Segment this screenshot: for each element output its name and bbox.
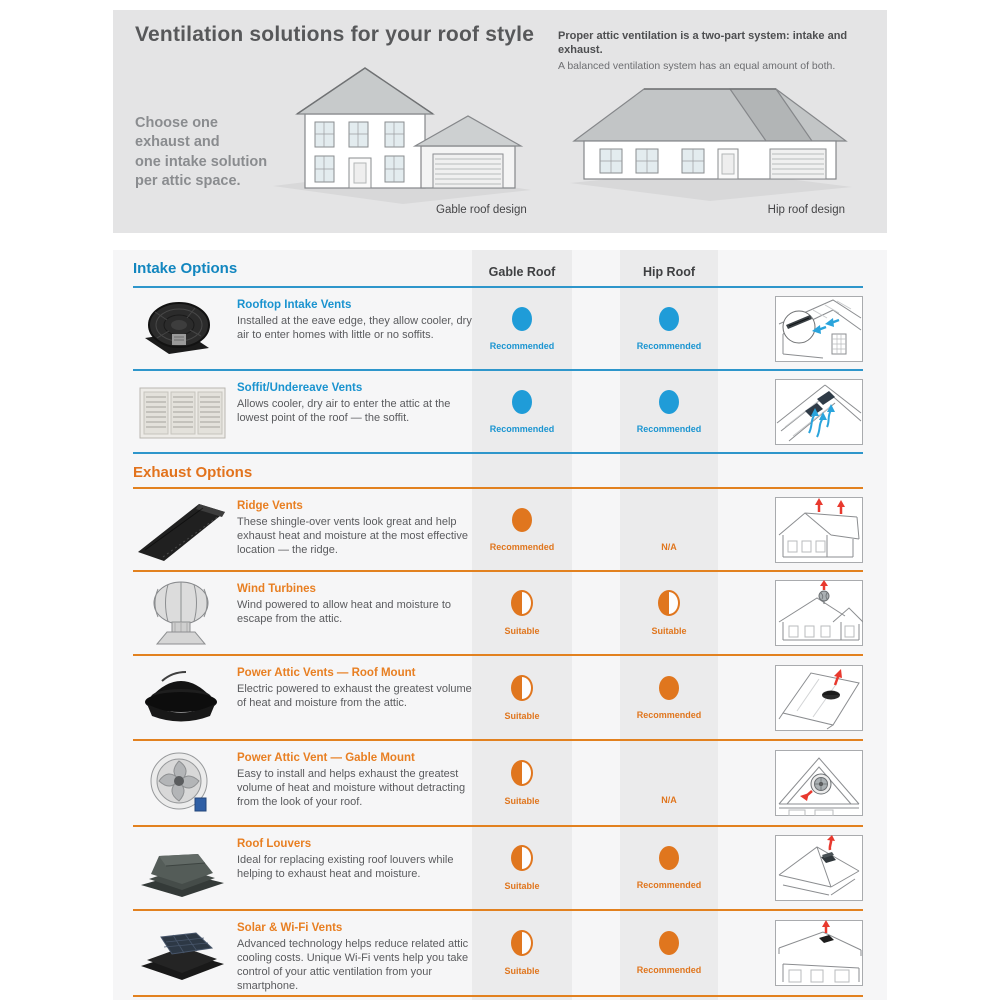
row-title: Wind Turbines	[237, 583, 316, 595]
illustration-turbine	[775, 580, 863, 646]
product-photo-soffit	[135, 377, 230, 447]
table-row-soffit	[133, 371, 863, 452]
status-dot-full-icon	[659, 390, 679, 414]
illustration-rooftop	[775, 296, 863, 362]
table-row-rooftop	[133, 288, 863, 369]
section-heading-exhaust: Exhaust Options	[133, 464, 253, 481]
row-description: Installed at the eave edge, they allow cooler, dry air to enter homes with little or no soffits.	[237, 315, 472, 342]
row-title: Ridge Vents	[237, 500, 303, 512]
status-cell-hip-ridge	[621, 508, 717, 552]
table-row-louvers	[133, 827, 863, 909]
table-content	[113, 250, 887, 1000]
status-dot-full-icon	[512, 307, 532, 331]
status-cell-hip-soffit	[621, 390, 717, 434]
product-photo-solar	[135, 918, 230, 988]
row-title: Power Attic Vent — Gable Mount	[237, 752, 415, 764]
row-text	[237, 583, 475, 626]
section-heading-intake: Intake Options	[133, 260, 238, 277]
status-dot-half-icon	[511, 760, 533, 786]
hero-note-sub: A balanced ventilation system has an equal amount of both.	[558, 59, 836, 72]
status-cell-gable-soffit	[474, 390, 570, 434]
status-label: Recommended	[489, 340, 555, 351]
status-cell-gable-ridge	[474, 508, 570, 552]
choose-line: per attic space.	[135, 173, 241, 190]
status-label: N/A	[661, 795, 677, 805]
column-header-gable-roof: Gable Roof	[488, 265, 556, 279]
status-cell-hip-louvers	[621, 846, 717, 890]
status-dot-full-icon	[659, 931, 679, 955]
row-description: These shingle-over vents look great and help exhaust heat and moisture at the most effective location — the ridge.	[237, 516, 468, 557]
choose-instruction	[135, 114, 267, 192]
status-dot-full-icon	[659, 846, 679, 870]
status-dot-full-icon	[659, 676, 679, 700]
status-label: Recommended	[636, 423, 702, 434]
illustration-solar	[775, 920, 863, 986]
row-description: Electric powered to exhaust the greatest volume of heat and moisture from the attic.	[237, 683, 472, 710]
row-text	[237, 500, 475, 557]
choose-line: exhaust and	[135, 134, 220, 151]
row-text	[237, 922, 475, 993]
illustration-power-gable	[775, 750, 863, 816]
row-description: Allows cooler, dry air to enter the attic at the lowest point of the roof — the soffit.	[237, 398, 451, 425]
table-row-turbine	[133, 572, 863, 654]
row-text	[237, 299, 475, 342]
product-photo-turbine	[135, 578, 230, 648]
product-photo-power-gable	[135, 748, 230, 818]
status-cell-hip-rooftop	[621, 307, 717, 351]
status-cell-gable-turbine	[474, 590, 570, 636]
row-text	[237, 382, 475, 425]
row-description: Wind powered to allow heat and moisture to escape from the attic.	[237, 599, 452, 626]
comparison-table	[113, 250, 887, 1000]
row-title: Roof Louvers	[237, 838, 312, 850]
row-title: Power Attic Vents — Roof Mount	[237, 667, 416, 679]
table-row-ridge	[133, 489, 863, 570]
illustration-louvers	[775, 835, 863, 901]
status-dot-half-icon	[658, 590, 680, 616]
status-dot-half-icon	[511, 590, 533, 616]
status-label: Recommended	[489, 423, 555, 434]
row-title: Rooftop Intake Vents	[237, 299, 352, 311]
table-row-power-roof	[133, 656, 863, 739]
status-label: Recommended	[636, 340, 702, 351]
row-description: Advanced technology helps reduce related attic cooling costs. Unique Wi-Fi vents help you take control of your attic ventilation from your smartphone.	[237, 938, 469, 993]
row-text	[237, 752, 475, 809]
table-row-power-gable	[133, 741, 863, 825]
row-text	[237, 838, 475, 881]
status-label: Suitable	[651, 626, 687, 636]
status-label: Suitable	[504, 796, 540, 806]
row-description: Ideal for replacing existing roof louvers while helping to exhaust heat and moisture.	[237, 854, 454, 881]
column-header-hip-roof: Hip Roof	[642, 265, 696, 279]
status-label: Recommended	[636, 965, 702, 975]
row-text	[237, 667, 475, 710]
product-photo-power-roof	[135, 663, 230, 733]
product-photo-rooftop	[135, 294, 230, 364]
gable-roof-caption: Gable roof design	[436, 204, 527, 216]
row-title: Soffit/Undereave Vents	[237, 382, 363, 394]
product-photo-ridge	[135, 495, 230, 565]
status-dot-full-icon	[659, 307, 679, 331]
status-label: Suitable	[504, 710, 540, 721]
illustration-ridge	[775, 497, 863, 563]
illustration-soffit	[775, 379, 863, 445]
product-photo-louvers	[135, 833, 230, 903]
choose-line: one intake solution	[135, 153, 268, 170]
status-label: Recommended	[489, 541, 555, 552]
status-label: Suitable	[504, 966, 540, 976]
hip-roof-caption: Hip roof design	[767, 204, 845, 216]
hip-house-illustration	[560, 65, 860, 205]
gable-house-illustration	[253, 58, 543, 208]
status-dot-half-icon	[511, 930, 533, 956]
status-cell-gable-rooftop	[474, 307, 570, 351]
status-cell-hip-power-gable	[621, 761, 717, 805]
row-title: Solar & Wi-Fi Vents	[237, 922, 343, 934]
status-cell-hip-turbine	[621, 590, 717, 636]
status-cell-gable-power-gable	[474, 760, 570, 806]
hero-note-bold: Proper attic ventilation is a two-part system: intake and exhaust.	[558, 30, 848, 57]
status-label: N/A	[661, 541, 677, 552]
status-dot-half-icon	[511, 675, 533, 701]
status-label: Suitable	[504, 881, 540, 891]
status-label: Suitable	[504, 626, 540, 636]
row-description: Easy to install and helps exhaust the greatest volume of heat and moisture without detracting from the look of your roof.	[237, 768, 466, 809]
status-dot-full-icon	[512, 508, 532, 532]
choose-line: Choose one	[135, 115, 218, 131]
status-cell-hip-solar	[621, 931, 717, 975]
status-label: Recommended	[636, 880, 702, 890]
status-cell-hip-power-roof	[621, 676, 717, 720]
hero-panel	[113, 10, 887, 233]
table-row-solar	[133, 911, 863, 995]
row-separator	[133, 452, 863, 454]
row-separator	[133, 995, 863, 997]
status-cell-gable-louvers	[474, 845, 570, 891]
status-cell-gable-solar	[474, 930, 570, 976]
status-dot-full-icon	[512, 390, 532, 414]
page-title: Ventilation solutions for your roof style	[135, 23, 535, 46]
status-dot-half-icon	[511, 845, 533, 871]
illustration-power-roof	[775, 665, 863, 731]
status-cell-gable-power-roof	[474, 675, 570, 721]
status-label: Recommended	[636, 709, 702, 720]
